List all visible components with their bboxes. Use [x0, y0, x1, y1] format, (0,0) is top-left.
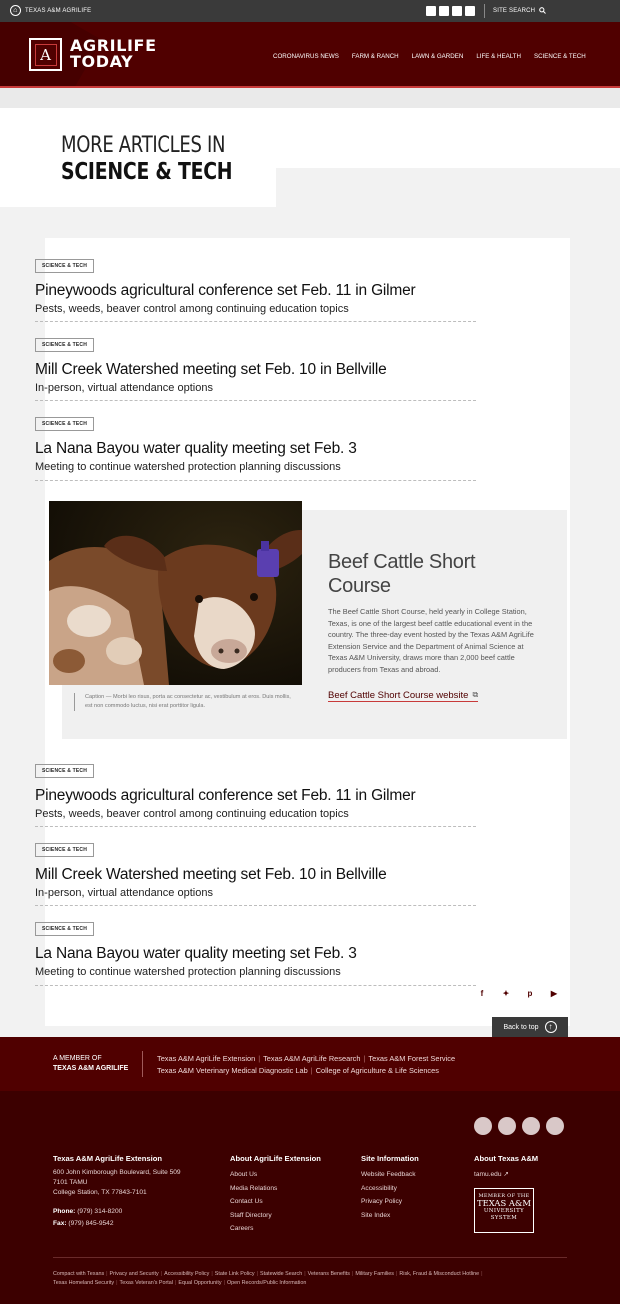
utility-brand-label: TEXAS A&M AGRILIFE [25, 7, 92, 14]
legal-link[interactable]: Veterans Benefits [307, 1271, 350, 1277]
facebook-icon[interactable] [426, 6, 436, 16]
search-icon [539, 7, 546, 14]
footer-link[interactable]: About Us [230, 1171, 258, 1178]
member-link[interactable]: Texas A&M Forest Service [368, 1054, 456, 1063]
external-link-icon: ⧉ [472, 690, 479, 700]
linkedin-icon[interactable] [452, 6, 462, 16]
footer-col-heading: About AgriLife Extension [230, 1154, 321, 1163]
legal-link[interactable]: Open Records/Public Information [226, 1280, 307, 1286]
article-tag[interactable]: SCIENCE & TECH [35, 922, 94, 936]
utility-bar [0, 0, 620, 22]
legal-link[interactable]: Accessibility Policy [164, 1271, 210, 1277]
footer-link[interactable]: Careers [230, 1225, 254, 1233]
agrilife-logo-icon: ⌂ [10, 5, 21, 16]
main-nav [273, 53, 599, 60]
member-link[interactable]: College of Agriculture & Life Sciences [315, 1066, 439, 1075]
site-search-label: SITE SEARCH [493, 7, 536, 14]
nav-farm-ranch[interactable]: FARM & RANCH [351, 53, 399, 60]
nav-coronavirus-news[interactable]: CORONAVIRUS NEWS [273, 53, 339, 60]
youtube-icon[interactable]: ▶ [550, 989, 558, 998]
article-item[interactable] [35, 333, 476, 401]
facebook-icon[interactable] [474, 1117, 492, 1135]
nav-science-tech[interactable]: SCIENCE & TECH [533, 53, 586, 60]
article-tag[interactable]: SCIENCE & TECH [35, 417, 94, 431]
footer-address: 600 John Kimborough Boulevard, Suite 509 7101 TAMU College Station, TX 77843-7101 [53, 1169, 181, 1196]
footer-col-heading: Site Information [361, 1154, 419, 1163]
facebook-icon[interactable]: f [480, 989, 484, 998]
agrilife-home-link[interactable] [10, 5, 91, 16]
legal-link[interactable]: Texas Veteran's Portal [119, 1280, 173, 1286]
phone-number[interactable]: (979) 314-8200 [77, 1208, 123, 1215]
back-to-top-label: Back to top [503, 1023, 539, 1031]
site-header [0, 22, 620, 88]
member-bar [0, 1037, 620, 1091]
nav-life-health[interactable]: LIFE & HEALTH [476, 53, 521, 60]
agrilife-today-logo[interactable] [29, 38, 62, 71]
footer-link[interactable]: Site Index [361, 1211, 391, 1219]
article-title[interactable]: Mill Creek Watershed meeting set Feb. 10 in Bellville [35, 361, 387, 378]
article-title[interactable]: Pineywoods agricultural conference set Feb. 11 in Gilmer [35, 787, 416, 804]
footer-link[interactable]: Staff Directory [230, 1211, 272, 1219]
member-label-line2: TEXAS A&M AGRILIFE [53, 1065, 129, 1072]
footer-col-contact [53, 1153, 223, 1230]
share-icons [478, 989, 558, 998]
footer-col-heading: About Texas A&M [474, 1154, 539, 1163]
footer-link[interactable]: Media Relations [230, 1184, 278, 1192]
member-label [53, 1054, 128, 1074]
section-title-line1: MORE ARTICLES IN [61, 133, 226, 158]
calf-photo [49, 501, 302, 685]
article-title[interactable]: La Nana Bayou water quality meeting set Feb. 3 [35, 440, 357, 457]
article-tag[interactable]: SCIENCE & TECH [35, 843, 94, 857]
feature-text [328, 550, 538, 703]
legal-link[interactable]: Statewide Search [260, 1271, 303, 1277]
article-subtitle: Pests, weeds, beaver control among continuing education topics [35, 808, 349, 820]
footer-link[interactable]: Accessibility [361, 1184, 397, 1192]
article-tag[interactable]: SCIENCE & TECH [35, 259, 94, 273]
arrow-up-icon: ↑ [545, 1021, 557, 1033]
member-links: Texas A&M AgriLife Extension | Texas A&M AgriLife Research | Texas A&M Forest Service Texas A&M Veterinary Medical Diagnostic Lab | College of Agriculture & Life Sciences [157, 1054, 456, 1075]
article-item[interactable] [35, 412, 476, 481]
photo-caption: Caption — Morbi leo risus, porta ac consectetur ac, vestibulum at eros. Duis mollis, est non commodo luctus, nisi erat porttitor ligula. [74, 693, 299, 711]
footer-social-icons [474, 1117, 564, 1135]
twitter-icon[interactable]: ✦ [502, 989, 510, 998]
instagram-icon[interactable] [522, 1117, 540, 1135]
wordmark-line2: TODAY [70, 52, 134, 71]
section-title-line2: SCIENCE & TECH [61, 159, 233, 185]
utility-divider [484, 4, 485, 18]
youtube-icon[interactable] [546, 1117, 564, 1135]
feature-link-label: Beef Cattle Short Course website [328, 689, 469, 701]
footer-phone-fax: Phone: (979) 314-8200 Fax: (979) 845-9542 [53, 1208, 123, 1227]
legal-link[interactable]: Military Families [355, 1271, 394, 1277]
twitter-icon[interactable] [439, 6, 449, 16]
article-item[interactable] [35, 254, 476, 322]
back-to-top-button[interactable] [492, 1017, 568, 1037]
article-title[interactable]: Mill Creek Watershed meeting set Feb. 10 in Bellville [35, 866, 387, 883]
member-link[interactable]: Texas A&M Veterinary Medical Diagnostic Lab [157, 1066, 308, 1075]
legal-link[interactable]: Privacy and Security [109, 1271, 159, 1277]
legal-link[interactable]: Compact with Texans [53, 1271, 105, 1277]
member-label-line1: A MEMBER OF [53, 1055, 102, 1062]
article-item[interactable] [35, 838, 476, 906]
article-tag[interactable]: SCIENCE & TECH [35, 338, 94, 352]
footer-link[interactable]: Contact Us [230, 1198, 263, 1206]
legal-links: Compact with Texans | Privacy and Security | Accessibility Policy | State Link Policy | Statewide Search | Veterans Benefits | Military Families | Risk, Fraud & Misconduct Hotline | Texas Homeland Security | Texas Veteran's Portal | Equal Opportunity | Open Records/Public Information [53, 1271, 483, 1286]
site-search-button[interactable] [493, 7, 546, 14]
legal-link[interactable]: State Link Policy [214, 1271, 255, 1277]
legal-link[interactable]: Equal Opportunity [178, 1280, 222, 1286]
logo-a-icon: A [35, 44, 57, 66]
member-link[interactable]: Texas A&M AgriLife Extension [157, 1054, 256, 1063]
wordmark-line1: AGRILIFE [70, 36, 157, 55]
footer-link[interactable]: Website Feedback [361, 1171, 416, 1178]
footer-col-site-information [361, 1153, 461, 1222]
feature-title: Beef Cattle Short Course [328, 551, 476, 597]
article-title[interactable]: Pineywoods agricultural conference set Feb. 11 in Gilmer [35, 282, 416, 299]
article-subtitle: Meeting to continue watershed protection planning discussions [35, 966, 341, 978]
article-subtitle: Meeting to continue watershed protection planning discussions [35, 461, 341, 473]
wordmark[interactable] [70, 38, 157, 70]
article-subtitle: In-person, virtual attendance options [35, 887, 213, 899]
nav-lawn-garden[interactable]: LAWN & GARDEN [411, 53, 464, 60]
member-link[interactable]: Texas A&M AgriLife Research [263, 1054, 361, 1063]
fax-number: (979) 845-9542 [68, 1220, 114, 1227]
article-item[interactable] [35, 917, 476, 986]
section-title [61, 133, 270, 185]
tamu-link[interactable]: tamu.edu ↗ [474, 1171, 509, 1178]
article-item[interactable] [35, 759, 476, 827]
utility-social-icons [426, 6, 475, 16]
article-subtitle: Pests, weeds, beaver control among continuing education topics [35, 303, 349, 315]
footer-col-about-extension [230, 1153, 350, 1236]
footer-col-heading: Texas A&M AgriLife Extension [53, 1154, 163, 1163]
site-footer [0, 1091, 620, 1304]
feature-body: The Beef Cattle Short Course, held yearly in College Station, Texas, is one of the largest beef cattle educational event in the country. The three-day event hosted by the Texas A&M AgriLife Extension Service and the Department of Animal Science at Texas A&M University, draws more than 2,000 beef cattle producers from Texas and abroad. [328, 607, 534, 674]
article-tag[interactable]: SCIENCE & TECH [35, 764, 94, 778]
legal-link[interactable]: Risk, Fraud & Misconduct Hotline [399, 1271, 480, 1277]
youtube-icon[interactable] [465, 6, 475, 16]
feature-website-link[interactable] [328, 690, 478, 702]
calf-illustration [49, 501, 302, 685]
article-title[interactable]: La Nana Bayou water quality meeting set Feb. 3 [35, 945, 357, 962]
pinterest-icon[interactable]: p [527, 989, 533, 998]
twitter-icon[interactable] [498, 1117, 516, 1135]
legal-link[interactable]: Texas Homeland Security [53, 1280, 115, 1286]
tamus-system-logo[interactable]: MEMBER OF THE TEXAS A&M UNIVERSITY SYSTEM [474, 1188, 534, 1233]
footer-link[interactable]: Privacy Policy [361, 1198, 403, 1206]
article-subtitle: In-person, virtual attendance options [35, 382, 213, 394]
footer-col-about-tamu [474, 1153, 574, 1182]
